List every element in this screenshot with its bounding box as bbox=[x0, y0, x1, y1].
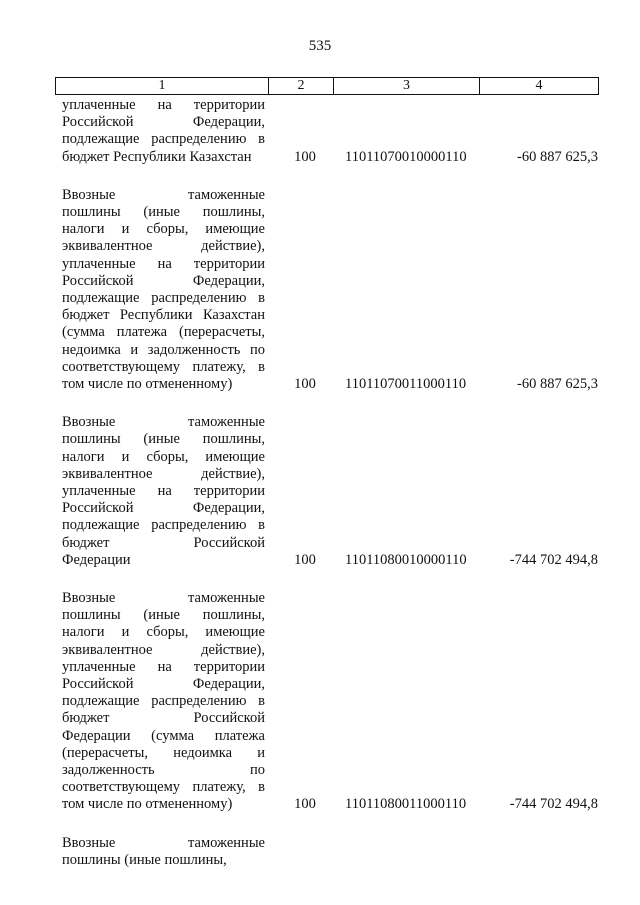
row-code: 100 bbox=[294, 375, 316, 392]
description-line: бюджет Российской bbox=[62, 534, 265, 551]
row-kbk: 11011080010000110 bbox=[345, 551, 467, 568]
page-number: 535 bbox=[308, 38, 332, 54]
description-line: уплаченные на территории bbox=[62, 658, 265, 675]
description-line: уплаченные на территории bbox=[62, 255, 265, 272]
description-line: бюджет Российской bbox=[62, 710, 265, 727]
description-line: недоимка и задолженность по bbox=[62, 341, 265, 358]
header-col-3: 3 bbox=[333, 78, 479, 94]
table-row bbox=[0, 187, 640, 393]
description-line: Российской Федерации, bbox=[62, 272, 265, 289]
description-line: Российской Федерации, bbox=[62, 500, 265, 517]
table-row bbox=[0, 97, 640, 166]
table-row bbox=[0, 590, 640, 814]
header-col-4: 4 bbox=[479, 78, 598, 94]
description-line: (сумма платежа (перерасчеты, bbox=[62, 324, 265, 341]
description-line: пошлины (иные пошлины, bbox=[62, 431, 265, 448]
description-line: уплаченные на территории bbox=[62, 483, 265, 499]
row-code: 100 bbox=[294, 148, 316, 165]
description-line: налоги и сборы, имеющие bbox=[62, 221, 265, 238]
description-line: Федерации bbox=[62, 551, 131, 568]
description-line: Федерации (сумма платежа bbox=[62, 727, 265, 744]
row-sum: -60 887 625,3 bbox=[517, 148, 598, 165]
description-line: том числе по отмененному) bbox=[62, 796, 233, 813]
description-line: Российской Федерации, bbox=[62, 114, 265, 131]
description-line: эквивалентное действие), bbox=[62, 238, 265, 255]
description-line: Ввозные таможенные bbox=[62, 834, 265, 851]
row-description bbox=[62, 97, 265, 166]
description-line: подлежащие распределению в bbox=[62, 131, 265, 148]
table-row bbox=[0, 835, 640, 869]
description-line: Ввозные таможенные bbox=[62, 414, 265, 431]
description-line: пошлины (иные пошлины, bbox=[62, 607, 265, 624]
description-line: налоги и сборы, имеющие bbox=[62, 624, 265, 641]
description-line: Российской Федерации, bbox=[62, 676, 265, 692]
description-line: подлежащие распределению в bbox=[62, 517, 265, 534]
description-line: бюджет Республики Казахстан bbox=[62, 148, 252, 165]
table-row bbox=[0, 414, 640, 569]
row-sum: -60 887 625,3 bbox=[517, 375, 598, 392]
row-description bbox=[62, 835, 265, 869]
row-sum: -744 702 494,8 bbox=[509, 551, 598, 568]
description-line: соответствующему платежу, в bbox=[62, 358, 265, 375]
description-line: задолженность по bbox=[62, 762, 265, 779]
header-col-1: 1 bbox=[158, 78, 166, 93]
row-code: 100 bbox=[294, 551, 316, 568]
description-line: (перерасчеты, недоимка и bbox=[62, 744, 265, 761]
description-line: соответствующему платежу, в bbox=[62, 779, 265, 796]
header-col-2: 2 bbox=[268, 78, 333, 94]
row-kbk: 11011070010000110 bbox=[345, 148, 467, 165]
description-line: Ввозные таможенные bbox=[62, 186, 265, 203]
description-line: пошлины (иные пошлины, bbox=[62, 851, 227, 868]
table-body bbox=[0, 97, 640, 869]
description-line: Ввозные таможенные bbox=[62, 589, 265, 606]
row-description bbox=[62, 187, 265, 393]
description-line: подлежащие распределению в bbox=[62, 693, 265, 710]
description-line: пошлины (иные пошлины, bbox=[62, 204, 265, 220]
description-line: эквивалентное действие), bbox=[62, 641, 265, 658]
table-header bbox=[55, 77, 599, 95]
description-line: эквивалентное действие), bbox=[62, 465, 265, 482]
description-line: том числе по отмененному) bbox=[62, 376, 233, 393]
row-code: 100 bbox=[294, 796, 316, 813]
description-line: подлежащие распределению в bbox=[62, 290, 265, 307]
row-kbk: 11011070011000110 bbox=[345, 375, 467, 392]
description-line: уплаченные на территории bbox=[62, 97, 265, 113]
description-line: бюджет Республики Казахстан bbox=[62, 307, 265, 324]
description-line: налоги и сборы, имеющие bbox=[62, 448, 265, 465]
row-sum: -744 702 494,8 bbox=[509, 796, 598, 813]
row-description bbox=[62, 414, 265, 569]
row-kbk: 11011080011000110 bbox=[345, 796, 467, 813]
row-description bbox=[62, 590, 265, 814]
